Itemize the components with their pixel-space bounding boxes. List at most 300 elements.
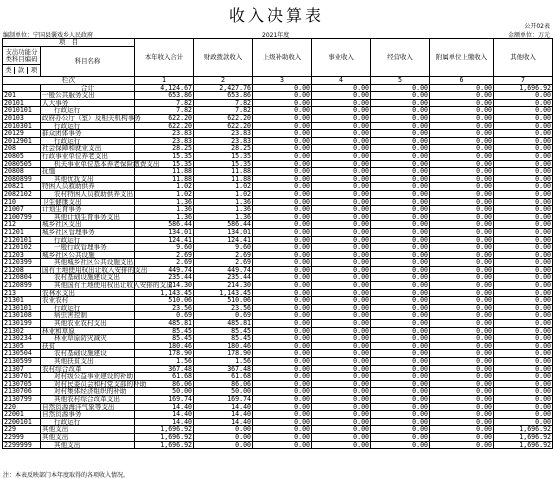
- amount-cell: 0.00: [253, 183, 312, 191]
- amount-cell: 0.00: [312, 433, 371, 441]
- subject-name-cell: 社会保障和就业支出: [41, 145, 135, 153]
- amount-cell: 0.00: [312, 236, 371, 244]
- amount-cell: 0.00: [312, 175, 371, 183]
- amount-cell: 0.00: [312, 350, 371, 358]
- amount-cell: 0.00: [312, 168, 371, 176]
- col-header-other: 其他收入: [494, 39, 553, 77]
- subject-name-cell: 农村基础设施建设: [41, 350, 135, 358]
- subject-name-cell: 自然资源海洋气象等支出: [41, 403, 135, 411]
- column-number-cell: 3: [253, 77, 312, 85]
- amount-cell: 0.00: [371, 213, 430, 221]
- amount-cell: 0.00: [253, 373, 312, 381]
- amount-cell: 0.00: [253, 244, 312, 252]
- amount-cell: 0.00: [371, 244, 430, 252]
- amount-cell: 0.00: [430, 244, 494, 252]
- amount-cell: 0.00: [371, 228, 430, 236]
- amount-cell: 586.44: [135, 221, 194, 229]
- amount-cell: 0.00: [494, 190, 553, 198]
- col-header-fiscal: 财政拨款收入: [194, 39, 253, 77]
- amount-cell: 0.00: [312, 274, 371, 282]
- amount-cell: 449.74: [194, 266, 253, 274]
- subject-name-cell: 其他扶贫支出: [41, 358, 135, 366]
- report-year: 2021年度: [262, 32, 290, 39]
- amount-cell: 0.00: [312, 221, 371, 229]
- amount-cell: 0.00: [253, 342, 312, 350]
- amount-cell: 0.00: [253, 395, 312, 403]
- amount-cell: 0.00: [494, 297, 553, 305]
- amount-cell: 586.44: [194, 221, 253, 229]
- table-row: [3, 190, 553, 198]
- amount-cell: 0.00: [430, 183, 494, 191]
- amount-cell: 7.82: [135, 107, 194, 115]
- amount-cell: 0.00: [312, 122, 371, 130]
- amount-cell: 0.00: [494, 418, 553, 426]
- amount-cell: 0.00: [253, 380, 312, 388]
- subject-name-cell: 其他支出: [41, 433, 135, 441]
- amount-cell: 28.25: [135, 145, 194, 153]
- subject-name-cell: 其他城乡社区公共设施支出: [41, 259, 135, 267]
- subject-name-cell: 行政运行: [41, 304, 135, 312]
- amount-cell: 0.00: [312, 107, 371, 115]
- amount-cell: 0.00: [312, 365, 371, 373]
- amount-cell: 0.00: [312, 380, 371, 388]
- amount-cell: 2.69: [135, 259, 194, 267]
- amount-cell: 0.00: [371, 411, 430, 419]
- subject-name-cell: 其他农村综合改革支出: [41, 395, 135, 403]
- amount-cell: 0.00: [430, 206, 494, 214]
- amount-cell: 0.00: [312, 130, 371, 138]
- amount-cell: 0.00: [494, 183, 553, 191]
- amount-cell: 0.00: [494, 259, 553, 267]
- amount-cell: 0.00: [253, 266, 312, 274]
- amount-cell: 0.00: [430, 411, 494, 419]
- amount-cell: 23.56: [194, 304, 253, 312]
- amount-cell: 180.46: [194, 342, 253, 350]
- table-row: [3, 411, 553, 419]
- amount-cell: 0.00: [312, 251, 371, 259]
- subject-name-cell: 其他支出: [41, 426, 135, 434]
- amount-cell: 0.00: [253, 388, 312, 396]
- amount-cell: 0.69: [135, 312, 194, 320]
- amount-cell: 0.00: [312, 152, 371, 160]
- amount-cell: 0.00: [253, 312, 312, 320]
- amount-cell: 0.00: [494, 236, 553, 244]
- subject-name-cell: 病虫害控制: [41, 312, 135, 320]
- col-header-operating: 经营收入: [371, 39, 430, 77]
- income-table: [2, 38, 553, 449]
- amount-cell: 0.00: [430, 403, 494, 411]
- amount-cell: 0.00: [371, 259, 430, 267]
- subject-code-cell: 21007: [3, 206, 41, 214]
- amount-cell: 0.00: [430, 373, 494, 381]
- table-row: [3, 335, 553, 343]
- amount-cell: 0.00: [312, 297, 371, 305]
- amount-cell: 0.00: [430, 282, 494, 290]
- subject-name-cell: 群众团体事务: [41, 130, 135, 138]
- amount-cell: 622.20: [194, 122, 253, 130]
- amount-cell: 0.00: [430, 221, 494, 229]
- amount-cell: 0.00: [494, 373, 553, 381]
- amount-cell: 1,143.45: [194, 289, 253, 297]
- table-row: [3, 152, 553, 160]
- footnote: 注：本表反映部门本年度取得的各项收入情况。: [3, 472, 130, 479]
- amount-cell: 0.00: [371, 145, 430, 153]
- amount-cell: 0.00: [253, 320, 312, 328]
- amount-cell: 622.20: [135, 115, 194, 123]
- table-row: [3, 213, 553, 221]
- amount-cell: 1.36: [194, 206, 253, 214]
- amount-cell: 1,696.92: [494, 441, 553, 449]
- amount-cell: 14.40: [194, 403, 253, 411]
- amount-cell: 0.00: [494, 274, 553, 282]
- subject-name-cell: 对村级公益事业建设的补助: [41, 373, 135, 381]
- table-row: [3, 122, 553, 130]
- amount-cell: 61.68: [135, 373, 194, 381]
- amount-cell: 0.00: [253, 327, 312, 335]
- amount-cell: 134.01: [135, 228, 194, 236]
- classcode-header: 支出功能分类科目编码: [3, 47, 41, 65]
- amount-cell: 0.00: [253, 206, 312, 214]
- subject-code-cell: 2130705: [3, 380, 41, 388]
- amount-cell: 0.00: [494, 358, 553, 366]
- subject-name-cell: 行政运行: [41, 122, 135, 130]
- amount-cell: 0.00: [253, 152, 312, 160]
- amount-cell: 1,696.92: [494, 426, 553, 434]
- column-number-cell: 4: [312, 77, 371, 85]
- amount-cell: 0.00: [312, 403, 371, 411]
- amount-cell: 61.68: [194, 373, 253, 381]
- amount-cell: 23.56: [135, 304, 194, 312]
- amount-cell: 0.00: [371, 137, 430, 145]
- subject-code-cell: 2082102: [3, 190, 41, 198]
- amount-cell: 0.00: [312, 327, 371, 335]
- amount-cell: 11.88: [194, 168, 253, 176]
- amount-cell: 0.00: [430, 441, 494, 449]
- amount-cell: 50.00: [135, 388, 194, 396]
- amount-cell: 0.00: [494, 206, 553, 214]
- amount-cell: 0.00: [253, 236, 312, 244]
- amount-cell: 0.00: [371, 175, 430, 183]
- amount-cell: 0.00: [430, 289, 494, 297]
- subject-code-cell: 2130706: [3, 388, 41, 396]
- table-row: [3, 130, 553, 138]
- amount-cell: 1.02: [194, 183, 253, 191]
- amount-cell: 0.00: [253, 433, 312, 441]
- amount-cell: 0.00: [312, 304, 371, 312]
- money-unit: 金额单位：万元: [507, 32, 550, 39]
- amount-cell: 0.00: [430, 304, 494, 312]
- amount-cell: 0.00: [371, 335, 430, 343]
- amount-cell: 0.00: [253, 190, 312, 198]
- table-row: [3, 441, 553, 449]
- amount-cell: 124.41: [194, 236, 253, 244]
- amount-cell: 50.00: [194, 388, 253, 396]
- amount-cell: 0.00: [430, 251, 494, 259]
- subject-code-cell: 2080505: [3, 160, 41, 168]
- amount-cell: 9.60: [194, 244, 253, 252]
- amount-cell: 0.00: [312, 206, 371, 214]
- subject-code-cell: 201: [3, 92, 41, 100]
- kuan-header: 款: [15, 67, 28, 74]
- column-number-cell: 1: [135, 77, 194, 85]
- table-row: [3, 160, 553, 168]
- amount-cell: 0.00: [253, 137, 312, 145]
- amount-cell: 0.00: [253, 160, 312, 168]
- subject-name-header: 科目名称: [41, 47, 135, 77]
- amount-cell: 0.00: [312, 395, 371, 403]
- amount-cell: 0.00: [494, 99, 553, 107]
- amount-cell: 0.00: [312, 266, 371, 274]
- subject-name-cell: 农业农村: [41, 297, 135, 305]
- subject-name-cell: 其他农业农村支出: [41, 320, 135, 328]
- amount-cell: 0.00: [430, 160, 494, 168]
- subject-name-cell: 农村综合改革: [41, 365, 135, 373]
- amount-cell: 0.00: [253, 99, 312, 107]
- amount-cell: 0.00: [494, 320, 553, 328]
- table-row: [3, 320, 553, 328]
- amount-cell: 169.74: [135, 395, 194, 403]
- amount-cell: 0.00: [430, 92, 494, 100]
- subject-code-cell: 21307: [3, 365, 41, 373]
- subject-code-cell: 213: [3, 289, 41, 297]
- amount-cell: 1.56: [194, 358, 253, 366]
- amount-cell: 0.00: [494, 228, 553, 236]
- amount-cell: 1,696.92: [494, 84, 553, 92]
- unit-name: 宁国县囊戏乡人民政府: [33, 32, 94, 39]
- amount-cell: 0.00: [371, 92, 430, 100]
- amount-cell: 367.48: [135, 365, 194, 373]
- amount-cell: 0.00: [312, 137, 371, 145]
- amount-cell: 0.00: [430, 418, 494, 426]
- amount-cell: 0.00: [253, 145, 312, 153]
- subject-code-cell: 2130504: [3, 350, 41, 358]
- amount-cell: 0.00: [430, 213, 494, 221]
- amount-cell: 0.00: [253, 335, 312, 343]
- amount-cell: 0.00: [253, 403, 312, 411]
- subject-name-cell: 其他国有土地使用权出让收入安排的支出: [41, 282, 135, 290]
- subject-name-cell: 行政运行: [41, 107, 135, 115]
- amount-cell: 0.00: [494, 107, 553, 115]
- subject-code-cell: 21305: [3, 342, 41, 350]
- amount-cell: 15.35: [194, 160, 253, 168]
- amount-cell: 2,427.76: [194, 84, 253, 92]
- subject-name-cell: 合计: [41, 84, 135, 92]
- amount-cell: 0.00: [253, 259, 312, 267]
- amount-cell: 1.36: [135, 206, 194, 214]
- amount-cell: 0.00: [312, 320, 371, 328]
- amount-cell: 0.00: [312, 373, 371, 381]
- amount-cell: 0.00: [253, 350, 312, 358]
- subject-code-cell: 21203: [3, 251, 41, 259]
- amount-cell: 0.00: [253, 92, 312, 100]
- column-number-cell: 6: [430, 77, 494, 85]
- amount-cell: 0.00: [253, 297, 312, 305]
- amount-cell: 214.30: [194, 282, 253, 290]
- amount-cell: 85.45: [135, 335, 194, 343]
- subject-code-cell: 22001: [3, 411, 41, 419]
- table-row: [3, 289, 553, 297]
- subject-name-cell: 扶贫: [41, 342, 135, 350]
- subject-code-cell: 2010301: [3, 122, 41, 130]
- amount-cell: 0.00: [371, 152, 430, 160]
- subject-code-cell: 2130799: [3, 395, 41, 403]
- table-row: [3, 99, 553, 107]
- amount-cell: 0.00: [371, 160, 430, 168]
- amount-cell: 0.00: [253, 168, 312, 176]
- amount-cell: 0.00: [494, 251, 553, 259]
- amount-cell: 0.00: [494, 342, 553, 350]
- subject-code-cell: 2130199: [3, 320, 41, 328]
- amount-cell: 0.00: [253, 221, 312, 229]
- form-number: 公开02表: [524, 23, 550, 30]
- table-row: [3, 433, 553, 441]
- table-row: [3, 297, 553, 305]
- amount-cell: 0.00: [312, 160, 371, 168]
- amount-cell: 0.00: [253, 115, 312, 123]
- amount-cell: 0.00: [494, 115, 553, 123]
- amount-cell: 0.00: [494, 350, 553, 358]
- amount-cell: 0.00: [494, 335, 553, 343]
- amount-cell: 0.00: [430, 358, 494, 366]
- amount-cell: 0.00: [430, 107, 494, 115]
- amount-cell: 0.00: [494, 122, 553, 130]
- subject-code-cell: 2299999: [3, 441, 41, 449]
- amount-cell: 124.41: [135, 236, 194, 244]
- subject-code-cell: 2100799: [3, 213, 41, 221]
- subject-code-cell: 2130101: [3, 304, 41, 312]
- amount-cell: 85.45: [135, 327, 194, 335]
- table-row: [3, 426, 553, 434]
- amount-cell: 0.00: [494, 130, 553, 138]
- amount-cell: 0.00: [371, 236, 430, 244]
- amount-cell: 0.00: [312, 282, 371, 290]
- table-body: [3, 77, 553, 449]
- amount-cell: 0.00: [494, 304, 553, 312]
- table-row: [3, 115, 553, 123]
- subject-name-cell: 行政事业单位养老支出: [41, 152, 135, 160]
- amount-cell: 0.69: [194, 312, 253, 320]
- amount-cell: 485.81: [135, 320, 194, 328]
- subject-code-cell: 20808: [3, 168, 41, 176]
- amount-cell: 0.00: [253, 198, 312, 206]
- subject-name-cell: 计划生育事务: [41, 206, 135, 214]
- amount-cell: 0.00: [312, 335, 371, 343]
- table-row: [3, 395, 553, 403]
- amount-cell: 0.00: [430, 380, 494, 388]
- amount-cell: 0.00: [312, 441, 371, 449]
- amount-cell: 367.48: [194, 365, 253, 373]
- level-header: [3, 65, 41, 77]
- amount-cell: 0.00: [371, 403, 430, 411]
- xiang-header: 项: [30, 66, 38, 75]
- table-row: [3, 418, 553, 426]
- amount-cell: 0.00: [494, 213, 553, 221]
- amount-cell: 85.45: [194, 335, 253, 343]
- amount-cell: 0.00: [371, 433, 430, 441]
- amount-cell: 0.00: [494, 289, 553, 297]
- subject-name-cell: 行政运行: [41, 236, 135, 244]
- table-row: [3, 282, 553, 290]
- amount-cell: 1.36: [194, 198, 253, 206]
- subject-code-cell: 2120102: [3, 244, 41, 252]
- subject-code-cell: 2080899: [3, 175, 41, 183]
- amount-cell: 0.00: [371, 395, 430, 403]
- amount-cell: 0.00: [430, 433, 494, 441]
- amount-cell: 214.30: [135, 282, 194, 290]
- col-header-business: 事业收入: [312, 39, 371, 77]
- amount-cell: 0.00: [253, 274, 312, 282]
- amount-cell: 0.00: [430, 122, 494, 130]
- amount-cell: 0.00: [430, 274, 494, 282]
- amount-cell: 0.00: [494, 380, 553, 388]
- amount-cell: 0.00: [253, 289, 312, 297]
- report-title: 收入决算表: [228, 6, 324, 25]
- amount-cell: 0.00: [253, 418, 312, 426]
- amount-cell: 0.00: [312, 213, 371, 221]
- subject-code-cell: 22999: [3, 433, 41, 441]
- amount-cell: 1.02: [135, 190, 194, 198]
- amount-cell: 7.82: [194, 99, 253, 107]
- amount-cell: 23.83: [135, 130, 194, 138]
- col-header-superior: 上级补助收入: [253, 39, 312, 77]
- amount-cell: 0.00: [194, 441, 253, 449]
- amount-cell: 510.06: [194, 297, 253, 305]
- amount-cell: 0.00: [371, 380, 430, 388]
- amount-cell: 0.00: [371, 418, 430, 426]
- amount-cell: 169.74: [194, 395, 253, 403]
- subject-code-cell: 210: [3, 198, 41, 206]
- amount-cell: 0.00: [312, 388, 371, 396]
- amount-cell: 0.00: [253, 228, 312, 236]
- amount-cell: 0.00: [494, 198, 553, 206]
- amount-cell: 28.25: [194, 145, 253, 153]
- amount-cell: 0.00: [312, 228, 371, 236]
- subject-name-cell: 城乡社区支出: [41, 221, 135, 229]
- amount-cell: 0.00: [253, 365, 312, 373]
- amount-cell: 14.40: [194, 411, 253, 419]
- amount-cell: 0.00: [371, 312, 430, 320]
- amount-cell: 4,124.67: [135, 84, 194, 92]
- amount-cell: 1,696.92: [135, 441, 194, 449]
- subject-name-cell: 国有土地使用权出让收入安排的支出: [42, 265, 148, 274]
- table-row: [3, 92, 553, 100]
- amount-cell: 0.00: [430, 99, 494, 107]
- amount-cell: 86.06: [194, 380, 253, 388]
- amount-cell: 2.69: [194, 251, 253, 259]
- amount-cell: 86.06: [135, 380, 194, 388]
- amount-cell: 0.00: [194, 426, 253, 434]
- amount-cell: 0.00: [312, 244, 371, 252]
- amount-cell: 0.00: [253, 107, 312, 115]
- amount-cell: 1.56: [135, 358, 194, 366]
- subject-name-cell: 林业和草原: [41, 327, 135, 335]
- amount-cell: 15.35: [194, 152, 253, 160]
- amount-cell: 85.45: [194, 327, 253, 335]
- amount-cell: 0.00: [371, 297, 430, 305]
- amount-cell: 0.00: [371, 122, 430, 130]
- amount-cell: 0.00: [371, 206, 430, 214]
- amount-cell: 0.00: [371, 115, 430, 123]
- amount-cell: 0.00: [494, 168, 553, 176]
- amount-cell: 0.00: [312, 358, 371, 366]
- amount-cell: 235.44: [194, 274, 253, 282]
- amount-cell: 0.00: [253, 358, 312, 366]
- amount-cell: 0.00: [371, 84, 430, 92]
- amount-cell: 0.00: [430, 145, 494, 153]
- amount-cell: 0.00: [371, 388, 430, 396]
- amount-cell: 0.00: [430, 297, 494, 305]
- amount-cell: 14.40: [135, 418, 194, 426]
